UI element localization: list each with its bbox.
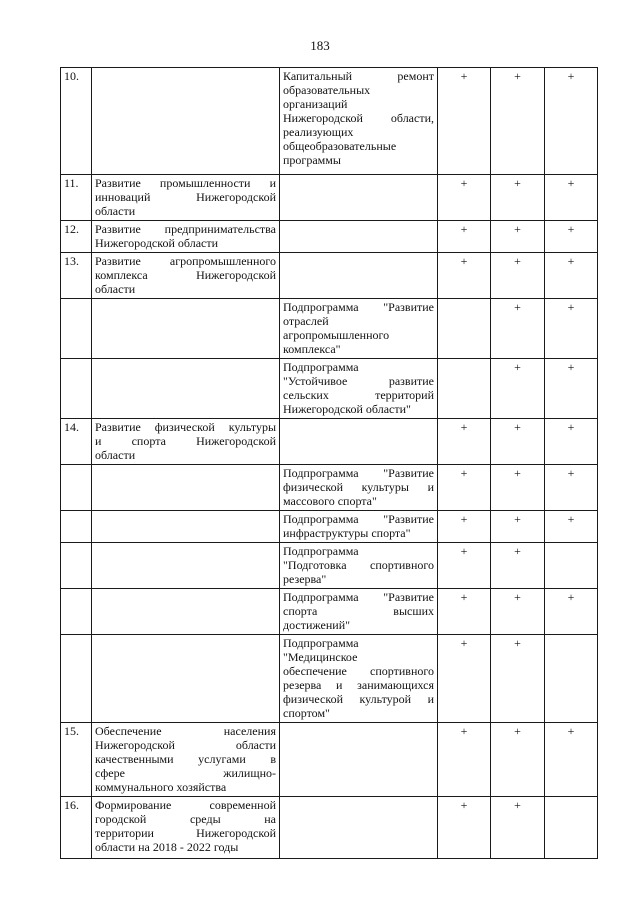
mark-cell-1 bbox=[438, 589, 491, 635]
program-name-line: Формирование современной bbox=[95, 798, 276, 812]
plus-mark: + bbox=[514, 544, 521, 558]
subprogram-name-cell bbox=[280, 797, 438, 859]
row-number-cell bbox=[61, 68, 92, 175]
mark-cell-1 bbox=[438, 465, 491, 511]
plus-mark: + bbox=[514, 420, 521, 434]
plus-mark: + bbox=[514, 69, 521, 83]
subprogram-name-cell bbox=[280, 419, 438, 465]
program-name-line: области на 2018 - 2022 годы bbox=[95, 840, 239, 854]
program-name-line: Развитие предпринимательства bbox=[95, 222, 276, 236]
subprogram-name-cell bbox=[280, 359, 438, 419]
subprogram-name-line: комплекса" bbox=[283, 342, 341, 356]
subprogram-name-cell bbox=[280, 175, 438, 221]
table-row bbox=[61, 221, 598, 253]
table-body bbox=[61, 68, 598, 859]
plus-mark: + bbox=[567, 254, 575, 268]
table-row bbox=[61, 175, 598, 221]
subprogram-name-line: Подпрограмма "Развитие bbox=[283, 466, 434, 480]
subprogram-name-line: Капитальный ремонт bbox=[283, 69, 434, 83]
row-number-cell bbox=[61, 635, 92, 723]
program-name-cell bbox=[92, 589, 280, 635]
subprogram-name-cell bbox=[280, 221, 438, 253]
mark-cell-3 bbox=[545, 253, 598, 299]
program-name-line: Нижегородской области bbox=[95, 738, 276, 752]
subprogram-name-line: Нижегородской области" bbox=[283, 402, 411, 416]
mark-cell-3 bbox=[545, 299, 598, 359]
subprogram-name-line: Подпрограмма bbox=[283, 544, 359, 558]
plus-mark: + bbox=[460, 176, 468, 190]
plus-mark: + bbox=[567, 360, 575, 374]
subprogram-name-line: достижений" bbox=[283, 618, 351, 632]
program-name-cell bbox=[92, 465, 280, 511]
program-name-line: территории Нижегородской bbox=[95, 826, 276, 840]
program-name-line: сфере жилищно- bbox=[95, 766, 276, 780]
mark-cell-3 bbox=[545, 175, 598, 221]
mark-cell-2 bbox=[491, 797, 545, 859]
plus-mark: + bbox=[567, 590, 575, 604]
table-row bbox=[61, 299, 598, 359]
row-number-cell bbox=[61, 511, 92, 543]
subprogram-name-line: Подпрограмма "Развитие bbox=[283, 300, 434, 314]
mark-cell-2 bbox=[491, 253, 545, 299]
subprogram-name-line: обеспечение спортивного bbox=[283, 664, 434, 678]
row-number: 11. bbox=[64, 176, 79, 190]
plus-mark: + bbox=[514, 724, 521, 738]
row-number: 15. bbox=[64, 724, 79, 738]
subprogram-name-cell bbox=[280, 465, 438, 511]
row-number: 10. bbox=[64, 69, 79, 83]
mark-cell-2 bbox=[491, 419, 545, 465]
program-name-cell bbox=[92, 359, 280, 419]
program-name-cell bbox=[92, 253, 280, 299]
mark-cell-1 bbox=[438, 299, 491, 359]
row-number-cell bbox=[61, 589, 92, 635]
program-name-line: инноваций Нижегородской bbox=[95, 190, 276, 204]
program-name-line: области bbox=[95, 282, 136, 296]
mark-cell-3 bbox=[545, 221, 598, 253]
mark-cell-1 bbox=[438, 175, 491, 221]
row-number: 12. bbox=[64, 222, 79, 236]
subprogram-name-line: сельских территорий bbox=[283, 388, 434, 402]
subprogram-name-line: "Устойчивое развитие bbox=[283, 374, 434, 388]
plus-mark: + bbox=[460, 544, 468, 558]
program-name-cell bbox=[92, 419, 280, 465]
plus-mark: + bbox=[514, 300, 521, 314]
mark-cell-3 bbox=[545, 359, 598, 419]
plus-mark: + bbox=[514, 590, 521, 604]
plus-mark: + bbox=[567, 512, 575, 526]
subprogram-name-line: Подпрограмма bbox=[283, 636, 359, 650]
row-number-cell bbox=[61, 253, 92, 299]
program-table bbox=[60, 67, 598, 859]
plus-mark: + bbox=[460, 590, 468, 604]
table-row bbox=[61, 511, 598, 543]
plus-mark: + bbox=[567, 222, 575, 236]
subprogram-name-line: физической культуры и bbox=[283, 480, 434, 494]
table-row bbox=[61, 723, 598, 797]
subprogram-name-cell bbox=[280, 543, 438, 589]
mark-cell-3 bbox=[545, 543, 598, 589]
subprogram-name-line: физической культурой и bbox=[283, 692, 434, 706]
subprogram-name-line: Подпрограмма bbox=[283, 360, 359, 374]
program-name-cell bbox=[92, 635, 280, 723]
mark-cell-1 bbox=[438, 419, 491, 465]
subprogram-name-line: Нижегородской области, bbox=[283, 111, 434, 125]
subprogram-name-line: спорта высших bbox=[283, 604, 434, 618]
subprogram-name-cell bbox=[280, 253, 438, 299]
subprogram-name-line: реализующих bbox=[283, 125, 354, 139]
subprogram-name-line: резерва и занимающихся bbox=[283, 678, 434, 692]
plus-mark: + bbox=[460, 222, 468, 236]
program-name-line: и спорта Нижегородской bbox=[95, 434, 276, 448]
row-number: 16. bbox=[64, 798, 79, 812]
subprogram-name-line: общеобразовательные bbox=[283, 139, 397, 153]
mark-cell-1 bbox=[438, 723, 491, 797]
mark-cell-2 bbox=[491, 511, 545, 543]
plus-mark: + bbox=[514, 512, 521, 526]
plus-mark: + bbox=[567, 69, 575, 83]
program-name-cell bbox=[92, 797, 280, 859]
plus-mark: + bbox=[460, 254, 468, 268]
row-number-cell bbox=[61, 299, 92, 359]
subprogram-name-cell bbox=[280, 723, 438, 797]
table-row bbox=[61, 589, 598, 635]
plus-mark: + bbox=[460, 466, 468, 480]
table-row bbox=[61, 419, 598, 465]
subprogram-name-line: инфраструктуры спорта" bbox=[283, 526, 411, 540]
subprogram-name-line: программы bbox=[283, 153, 341, 167]
subprogram-name-line: организаций bbox=[283, 97, 348, 111]
program-name-line: Развитие физической культуры bbox=[95, 420, 276, 434]
row-number-cell bbox=[61, 359, 92, 419]
mark-cell-1 bbox=[438, 511, 491, 543]
plus-mark: + bbox=[514, 466, 521, 480]
plus-mark: + bbox=[514, 176, 521, 190]
program-name-line: качественными услугами в bbox=[95, 752, 276, 766]
subprogram-name-line: "Подготовка спортивного bbox=[283, 558, 434, 572]
program-name-line: Развитие промышленности и bbox=[95, 176, 276, 190]
subprogram-name-line: резерва" bbox=[283, 572, 327, 586]
subprogram-name-line: массового спорта" bbox=[283, 494, 377, 508]
table-row bbox=[61, 543, 598, 589]
mark-cell-1 bbox=[438, 359, 491, 419]
page-number: 183 bbox=[310, 38, 330, 53]
mark-cell-1 bbox=[438, 221, 491, 253]
row-number-cell bbox=[61, 419, 92, 465]
row-number: 14. bbox=[64, 420, 79, 434]
subprogram-name-line: агропромышленного bbox=[283, 328, 390, 342]
mark-cell-2 bbox=[491, 221, 545, 253]
mark-cell-3 bbox=[545, 589, 598, 635]
mark-cell-1 bbox=[438, 797, 491, 859]
mark-cell-2 bbox=[491, 635, 545, 723]
mark-cell-3 bbox=[545, 419, 598, 465]
table-row bbox=[61, 465, 598, 511]
table-row bbox=[61, 359, 598, 419]
program-name-cell bbox=[92, 723, 280, 797]
mark-cell-3 bbox=[545, 797, 598, 859]
subprogram-name-cell bbox=[280, 68, 438, 175]
row-number-cell bbox=[61, 797, 92, 859]
plus-mark: + bbox=[567, 724, 575, 738]
plus-mark: + bbox=[514, 798, 521, 812]
plus-mark: + bbox=[514, 636, 521, 650]
row-number-cell bbox=[61, 723, 92, 797]
plus-mark: + bbox=[514, 222, 521, 236]
program-name-line: коммунального хозяйства bbox=[95, 780, 227, 794]
subprogram-name-line: отраслей bbox=[283, 314, 329, 328]
table-row bbox=[61, 68, 598, 175]
mark-cell-3 bbox=[545, 465, 598, 511]
plus-mark: + bbox=[460, 724, 468, 738]
program-name-line: Развитие агропромышленного bbox=[95, 254, 276, 268]
program-name-line: городской среды на bbox=[95, 812, 276, 826]
plus-mark: + bbox=[514, 360, 521, 374]
table-row bbox=[61, 635, 598, 723]
program-name-line: Обеспечение населения bbox=[95, 724, 276, 738]
row-number-cell bbox=[61, 465, 92, 511]
subprogram-name-line: Подпрограмма "Развитие bbox=[283, 512, 434, 526]
program-name-line: области bbox=[95, 204, 136, 218]
plus-mark: + bbox=[460, 420, 468, 434]
plus-mark: + bbox=[460, 512, 468, 526]
program-name-cell bbox=[92, 175, 280, 221]
row-number-cell bbox=[61, 221, 92, 253]
subprogram-name-cell bbox=[280, 299, 438, 359]
program-name-line: области bbox=[95, 448, 136, 462]
mark-cell-1 bbox=[438, 68, 491, 175]
mark-cell-3 bbox=[545, 635, 598, 723]
subprogram-name-line: спортом" bbox=[283, 706, 330, 720]
row-number-cell bbox=[61, 175, 92, 221]
mark-cell-2 bbox=[491, 543, 545, 589]
table-row bbox=[61, 253, 598, 299]
program-name-cell bbox=[92, 221, 280, 253]
mark-cell-2 bbox=[491, 68, 545, 175]
plus-mark: + bbox=[514, 254, 521, 268]
program-name-cell bbox=[92, 543, 280, 589]
subprogram-name-cell bbox=[280, 511, 438, 543]
mark-cell-1 bbox=[438, 543, 491, 589]
mark-cell-1 bbox=[438, 253, 491, 299]
row-number: 13. bbox=[64, 254, 79, 268]
subprogram-name-line: образовательных bbox=[283, 83, 371, 97]
plus-mark: + bbox=[567, 420, 575, 434]
table-row bbox=[61, 797, 598, 859]
mark-cell-3 bbox=[545, 723, 598, 797]
subprogram-name-cell bbox=[280, 635, 438, 723]
row-number-cell bbox=[61, 543, 92, 589]
program-name-line: Нижегородской области bbox=[95, 236, 219, 250]
program-name-cell bbox=[92, 511, 280, 543]
program-name-cell bbox=[92, 68, 280, 175]
plus-mark: + bbox=[567, 300, 575, 314]
mark-cell-2 bbox=[491, 175, 545, 221]
mark-cell-1 bbox=[438, 635, 491, 723]
plus-mark: + bbox=[460, 798, 468, 812]
mark-cell-3 bbox=[545, 68, 598, 175]
plus-mark: + bbox=[567, 466, 575, 480]
mark-cell-2 bbox=[491, 723, 545, 797]
subprogram-name-cell bbox=[280, 589, 438, 635]
plus-mark: + bbox=[460, 69, 468, 83]
program-name-line: комплекса Нижегородской bbox=[95, 268, 276, 282]
mark-cell-3 bbox=[545, 511, 598, 543]
program-name-cell bbox=[92, 299, 280, 359]
subprogram-name-line: "Медицинское bbox=[283, 650, 358, 664]
mark-cell-2 bbox=[491, 465, 545, 511]
plus-mark: + bbox=[567, 176, 575, 190]
plus-mark: + bbox=[460, 636, 468, 650]
mark-cell-2 bbox=[491, 589, 545, 635]
mark-cell-2 bbox=[491, 299, 545, 359]
subprogram-name-line: Подпрограмма "Развитие bbox=[283, 590, 434, 604]
mark-cell-2 bbox=[491, 359, 545, 419]
